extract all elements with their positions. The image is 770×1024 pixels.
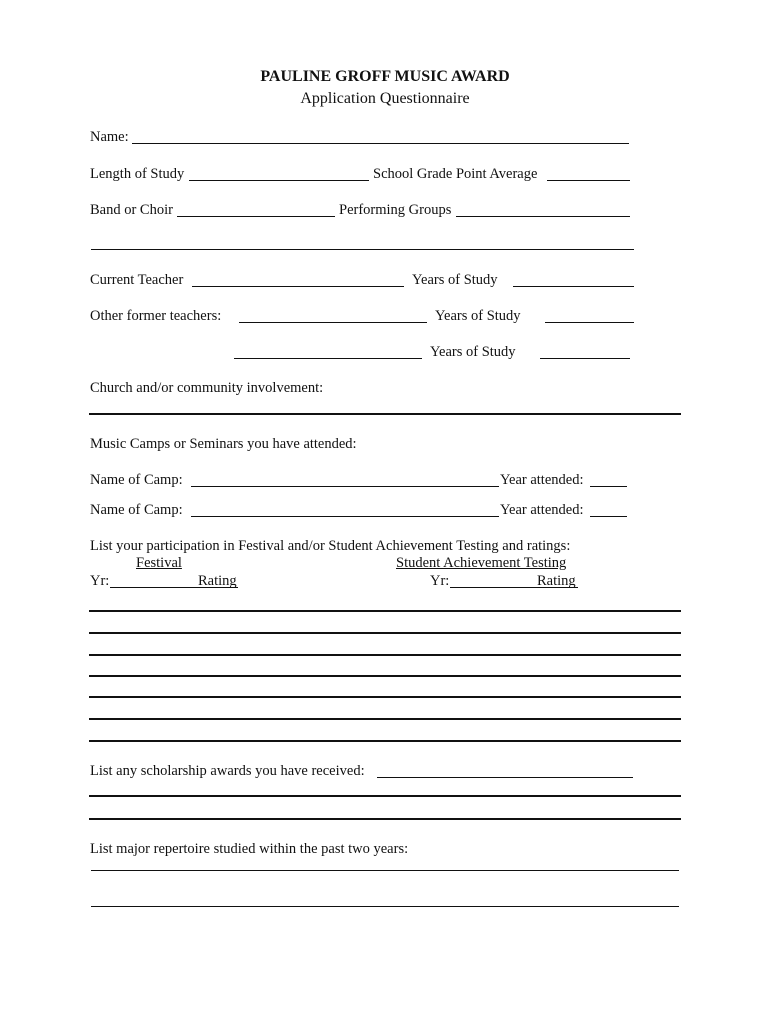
festival-row-line[interactable]	[89, 740, 681, 742]
repertoire-label: List major repertoire studied within the past two years:	[90, 841, 409, 857]
performing-groups-label: Performing Groups	[339, 202, 452, 218]
camps-label: Music Camps or Seminars you have attended:	[90, 436, 357, 452]
name-label: Name:	[90, 129, 129, 145]
festival-yr-label: Yr:	[90, 573, 110, 589]
length-of-study-field-line[interactable]	[189, 180, 369, 181]
festival-rating-label: Rating	[198, 573, 237, 589]
current-teacher-label: Current Teacher	[90, 272, 184, 288]
scholarship-extra-line[interactable]	[89, 818, 681, 820]
scholarship-extra-line[interactable]	[89, 795, 681, 797]
form-title: PAULINE GROFF MUSIC AWARD	[260, 68, 510, 85]
festival-row-line[interactable]	[89, 632, 681, 634]
other-teacher-2-years-field-line[interactable]	[540, 358, 630, 359]
festival-row-line[interactable]	[89, 718, 681, 720]
festival-row-line[interactable]	[89, 610, 681, 612]
camp-1-year-field-line[interactable]	[590, 486, 627, 487]
camp-1-year-label: Year attended:	[500, 472, 584, 488]
camp-2-year-label: Year attended:	[500, 502, 584, 518]
festival-header: Festival	[136, 555, 182, 571]
band-choir-field-line[interactable]	[177, 216, 335, 217]
name-field-line[interactable]	[132, 143, 629, 144]
current-teacher-years-field-line[interactable]	[513, 286, 634, 287]
other-teacher-1-years-label: Years of Study	[435, 308, 521, 324]
performing-groups-field-line[interactable]	[456, 216, 630, 217]
church-label: Church and/or community involvement:	[90, 380, 324, 396]
camp-2-year-field-line[interactable]	[590, 516, 627, 517]
repertoire-field-line[interactable]	[91, 870, 679, 871]
gpa-field-line[interactable]	[547, 180, 630, 181]
sat-rating-label: Rating	[537, 573, 576, 589]
current-teacher-field-line[interactable]	[192, 286, 404, 287]
form-subtitle: Application Questionnaire	[300, 90, 470, 107]
performing-groups-extra-line[interactable]	[91, 249, 634, 250]
gpa-label: School Grade Point Average	[373, 166, 538, 182]
scholarship-label: List any scholarship awards you have received:	[90, 763, 365, 779]
repertoire-field-line[interactable]	[91, 906, 679, 907]
other-teacher-2-years-label: Years of Study	[430, 344, 516, 360]
current-teacher-years-label: Years of Study	[412, 272, 498, 288]
band-choir-label: Band or Choir	[90, 202, 173, 218]
festival-row-line[interactable]	[89, 675, 681, 677]
festival-row-line[interactable]	[89, 696, 681, 698]
sat-header: Student Achievement Testing	[396, 555, 567, 571]
other-teachers-label: Other former teachers:	[90, 308, 222, 324]
other-teacher-1-field-line[interactable]	[239, 322, 427, 323]
festival-intro-label: List your participation in Festival and/or Student Achievement Testing and ratings:	[90, 538, 571, 554]
festival-row-line[interactable]	[89, 654, 681, 656]
length-of-study-label: Length of Study	[90, 166, 185, 182]
other-teacher-2-field-line[interactable]	[234, 358, 422, 359]
other-teacher-1-years-field-line[interactable]	[545, 322, 634, 323]
camp-1-name-label: Name of Camp:	[90, 472, 183, 488]
sat-yr-label: Yr:	[430, 573, 450, 589]
camp-2-name-label: Name of Camp:	[90, 502, 183, 518]
church-field-line[interactable]	[89, 413, 681, 415]
camp-2-name-field-line[interactable]	[191, 516, 499, 517]
camp-1-name-field-line[interactable]	[191, 486, 499, 487]
scholarship-field-line[interactable]	[377, 777, 633, 778]
